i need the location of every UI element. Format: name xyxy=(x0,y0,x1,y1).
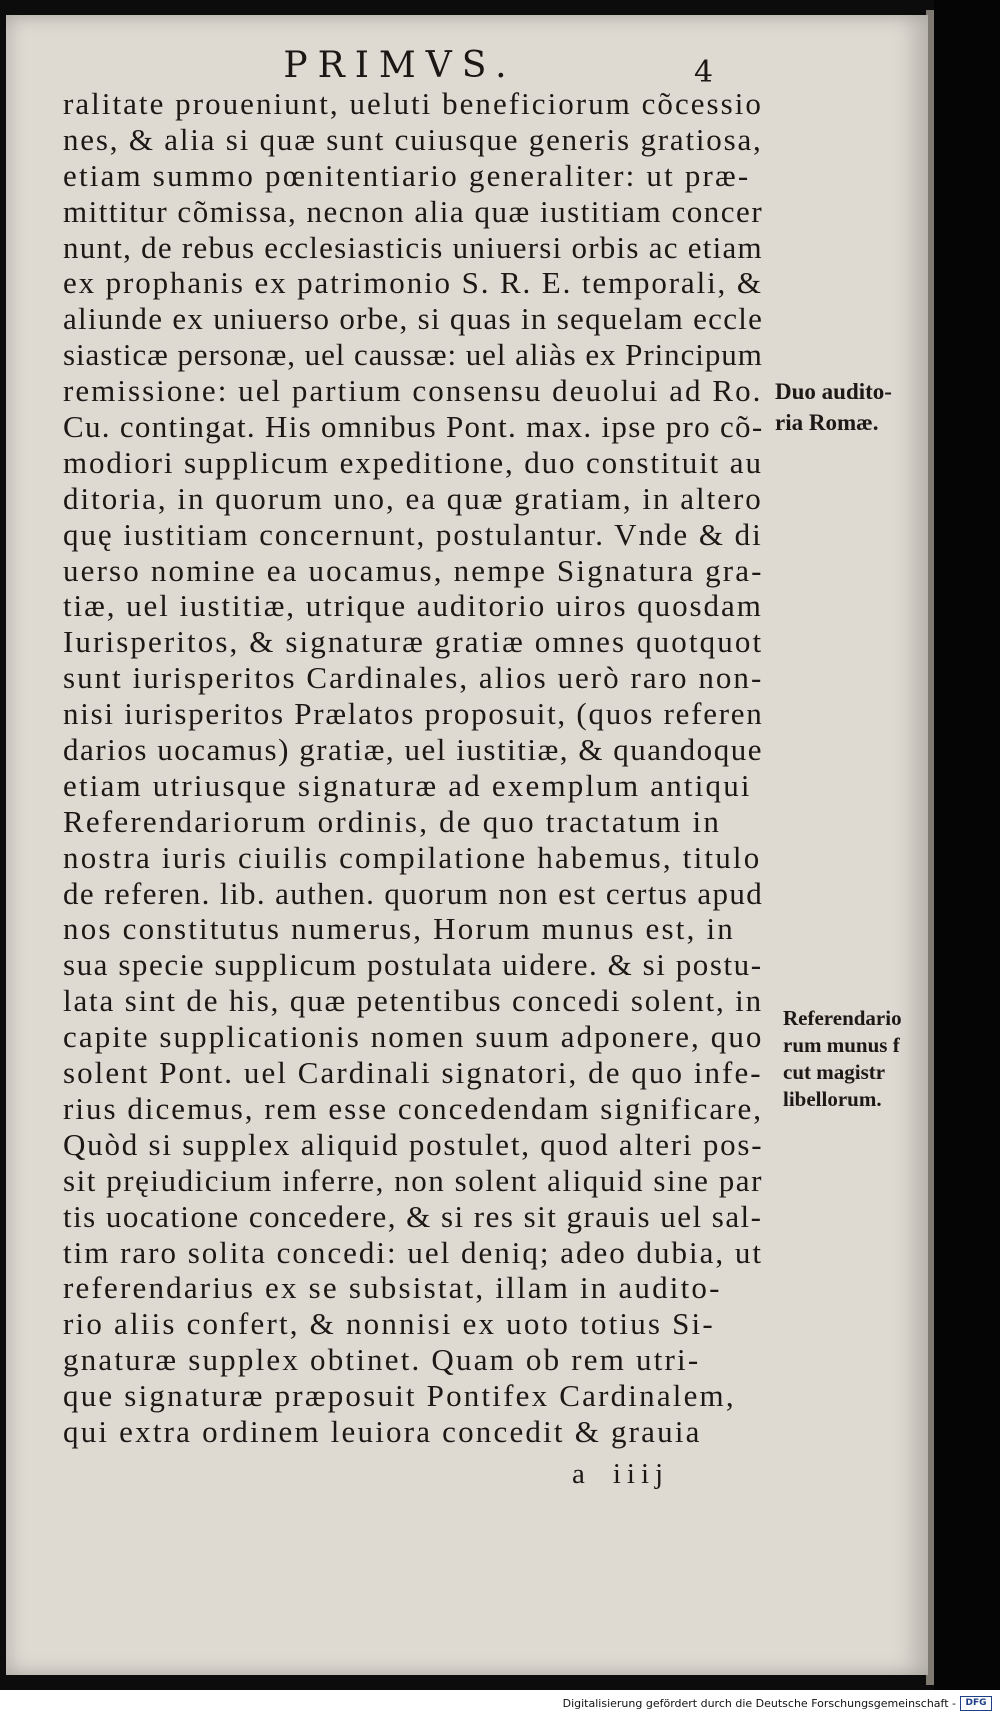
body-line: siasticæ personæ, uel caussæ: uel aliàs ex Principum xyxy=(63,337,763,373)
body-line: quę iustitiam concernunt, postulantur. Vnde & di xyxy=(63,516,763,552)
body-line: lata sint de his, quæ petentibus concedi solent, in xyxy=(63,983,763,1019)
body-line: ex prophanis ex patrimonio S. R. E. temporali, & xyxy=(63,265,763,301)
body-line: etiam summo pœnitentiario generaliter: ut præ- xyxy=(63,157,751,193)
body-line: nisi iurisperitos Prælatos proposuit, (quos referen xyxy=(63,696,764,732)
body-line: referendarius ex se subsistat, illam in audito- xyxy=(63,1270,722,1306)
body-line: Iurisperitos, & signaturæ gratiæ omnes quotquot xyxy=(63,624,764,660)
body-line: sua specie supplicum postulata uidere. & si postu- xyxy=(63,947,763,983)
body-line: tis uocatione concedere, & si res sit grauis uel sal- xyxy=(63,1198,763,1234)
footer-credit: Digitalisierung gefördert durch die Deutsche Forschungsgemeinschaft - xyxy=(562,1697,956,1710)
body-line: tim raro solita concedi: uel deniq; adeo dubia, ut xyxy=(63,1234,764,1270)
body-line: uerso nomine ea uocamus, nempe Signatura gra- xyxy=(63,552,764,588)
body-line: rius dicemus, rem esse concedendam significare, xyxy=(63,1090,764,1126)
signature-numeral: iiij xyxy=(612,1458,670,1490)
marginal-note-line: Duo audito- xyxy=(775,379,892,404)
body-line: nostra iuris ciuilis compilatione habemus, titulo xyxy=(63,839,762,875)
body-line: rio aliis confert, & nonnisi ex uoto totius Si- xyxy=(63,1306,715,1342)
body-line: tiæ, uel iustitiæ, utrique auditorio uiros quosdam xyxy=(63,588,763,624)
body-line: Referendariorum ordinis, de quo tractatum in xyxy=(63,803,722,839)
marginal-note-line: libellorum. xyxy=(783,1087,882,1111)
running-title: PRIMVS. xyxy=(283,45,517,86)
marginal-note-line: ria Romæ. xyxy=(775,410,879,435)
signature-letter: a xyxy=(572,1458,591,1490)
body-line: de referen. lib. authen. quorum non est certus apud xyxy=(63,875,764,911)
body-line: nos constitutus numerus, Horum munus est, in xyxy=(63,911,736,947)
body-line: Cu. contingat. His omnibus Pont. max. ipse pro cõ- xyxy=(63,409,764,445)
marginal-note-line: rum munus f xyxy=(783,1033,900,1057)
body-line: aliunde ex uniuerso orbe, si quas in sequelam eccle xyxy=(63,301,764,337)
body-line: remissione: uel partium consensu deuolui ad Ro. xyxy=(63,373,763,409)
body-line: Quòd si supplex aliquid postulet, quod alteri pos- xyxy=(63,1126,764,1162)
body-line: ralitate proueniunt, ueluti beneficiorum cõcessio xyxy=(63,86,763,121)
body-line: sit pręiudicium inferre, non solent aliquid sine par xyxy=(63,1162,763,1198)
body-line: darios uocamus) gratiæ, uel iustitiæ, & quandoque xyxy=(63,732,764,768)
marginal-note-line: Referendario xyxy=(783,1006,902,1030)
body-line: ditoria, in quorum uno, ea quæ gratiam, in altero xyxy=(63,480,763,516)
body-line: nes, & alia si quæ sunt cuiusque generis gratiosa, xyxy=(63,121,763,157)
body-line: sunt iurisperitos Cardinales, alios uerò raro non- xyxy=(63,660,764,696)
scan-border-right xyxy=(934,0,1000,1690)
body-line: nunt, de rebus ecclesiasticis uniuersi orbis ac etiam xyxy=(63,229,763,265)
body-line: modiori supplicum expeditione, duo constituit au xyxy=(63,444,763,480)
body-line: solent Pont. uel Cardinali signatori, de quo infe- xyxy=(63,1055,763,1091)
marginal-note-referendarius xyxy=(783,1005,926,1113)
page-number: 4 xyxy=(694,55,714,90)
body-line: gnaturæ supplex obtinet. Quam ob rem utri- xyxy=(63,1342,701,1378)
body-line: que signaturæ præposuit Pontifex Cardinalem, xyxy=(63,1378,736,1414)
body-line: qui extra ordinem leuiora concedit & grauia xyxy=(63,1413,702,1449)
marginal-note-auditoria xyxy=(775,376,925,438)
body-text-block xyxy=(63,86,767,1450)
body-line: capite supplicationis nomen suum adponere, quo xyxy=(63,1019,764,1055)
dfg-logo: DFG xyxy=(960,1696,992,1711)
body-line: mittitur cõmissa, necnon alia quæ iustitiam concer xyxy=(63,193,764,229)
body-line: etiam utriusque signaturæ ad exemplum antiqui xyxy=(63,767,752,803)
footer-bar xyxy=(0,1693,1000,1718)
marginal-note-line: cut magistr xyxy=(783,1060,886,1084)
signature-mark xyxy=(572,1458,669,1491)
